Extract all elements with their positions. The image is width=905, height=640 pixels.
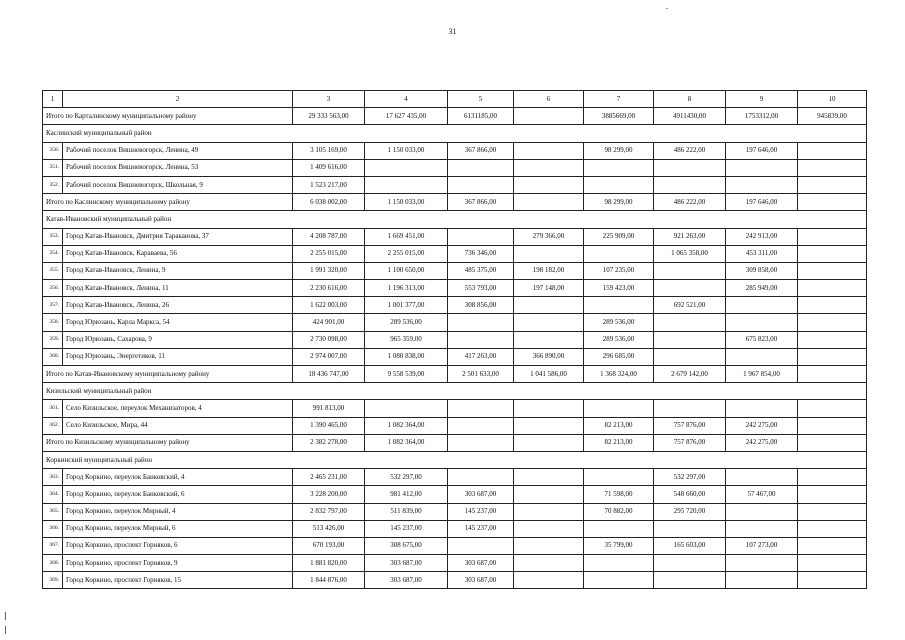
amount-cell bbox=[798, 417, 867, 434]
amount-cell: 279 366,00 bbox=[514, 228, 584, 245]
address-cell: Город Коркино, проспект Горняков, 15 bbox=[63, 572, 293, 589]
row-number: 360. bbox=[43, 348, 63, 365]
table-row bbox=[43, 400, 867, 417]
table-row bbox=[43, 348, 867, 365]
address-cell: Город Катав-Ивановск, Караваева, 56 bbox=[63, 245, 293, 262]
amount-cell: 1 150 033,00 bbox=[365, 142, 448, 159]
amount-cell bbox=[798, 520, 867, 537]
amount-cell: 18 436 747,00 bbox=[293, 366, 365, 383]
amount-cell bbox=[654, 314, 726, 331]
address-cell: Город Катав-Ивановск, Ленина, 11 bbox=[63, 280, 293, 297]
section-row bbox=[43, 211, 867, 228]
amount-cell bbox=[514, 108, 584, 125]
amount-cell: 1 881 820,00 bbox=[293, 555, 365, 572]
table-row bbox=[43, 417, 867, 434]
amount-cell bbox=[514, 245, 584, 262]
amount-cell bbox=[514, 176, 584, 193]
table-row bbox=[43, 176, 867, 193]
amount-cell: 6131185,00 bbox=[448, 108, 514, 125]
section-title: Каслинский муниципальный район bbox=[43, 125, 867, 142]
amount-cell bbox=[726, 400, 798, 417]
amount-cell: 98 299,00 bbox=[584, 194, 654, 211]
amount-cell bbox=[726, 555, 798, 572]
address-cell: Город Катав-Ивановск, Ленина, 26 bbox=[63, 297, 293, 314]
table-row bbox=[43, 572, 867, 589]
row-number: 364. bbox=[43, 486, 63, 503]
amount-cell: 225 909,00 bbox=[584, 228, 654, 245]
amount-cell bbox=[798, 537, 867, 554]
amount-cell: 303 687,00 bbox=[448, 486, 514, 503]
amount-cell: 2 255 015,00 bbox=[293, 245, 365, 262]
amount-cell: 3 228 200,00 bbox=[293, 486, 365, 503]
amount-cell: 82 213,00 bbox=[584, 417, 654, 434]
amount-cell bbox=[726, 520, 798, 537]
amount-cell bbox=[514, 537, 584, 554]
address-cell: Город Коркино, переулок Банковский, 4 bbox=[63, 469, 293, 486]
amount-cell: 159 423,00 bbox=[584, 280, 654, 297]
column-number-header: 6 bbox=[514, 91, 584, 108]
amount-cell: 303 687,00 bbox=[365, 572, 448, 589]
amount-cell: 1 622 003,00 bbox=[293, 297, 365, 314]
row-number: 369. bbox=[43, 572, 63, 589]
row-number: 362. bbox=[43, 417, 63, 434]
amount-cell: 2 255 015,00 bbox=[365, 245, 448, 262]
amount-cell: 1 368 324,00 bbox=[584, 366, 654, 383]
amount-cell: 2 730 098,00 bbox=[293, 331, 365, 348]
amount-cell: 1 409 616,00 bbox=[293, 159, 365, 176]
row-number: 355. bbox=[43, 262, 63, 279]
row-number: 353. bbox=[43, 228, 63, 245]
amount-cell bbox=[798, 245, 867, 262]
section-title: Коркинский муниципальный район bbox=[43, 451, 867, 468]
amount-cell: 532 297,00 bbox=[365, 469, 448, 486]
table-row bbox=[43, 262, 867, 279]
amount-cell: 197 646,00 bbox=[726, 142, 798, 159]
amount-cell: 692 521,00 bbox=[654, 297, 726, 314]
amount-cell: 308 856,00 bbox=[448, 297, 514, 314]
total-row bbox=[43, 366, 867, 383]
amount-cell bbox=[514, 417, 584, 434]
address-cell: Город Коркино, переулок Банковский, 6 bbox=[63, 486, 293, 503]
address-cell: Город Юрюзань, Карла Маркса, 54 bbox=[63, 314, 293, 331]
amount-cell bbox=[584, 176, 654, 193]
column-number-header: 4 bbox=[365, 91, 448, 108]
amount-cell: 71 598,00 bbox=[584, 486, 654, 503]
total-label: Итого по Кизильскому муниципальному району bbox=[43, 434, 293, 451]
amount-cell bbox=[798, 503, 867, 520]
amount-cell bbox=[654, 331, 726, 348]
amount-cell: 2 230 616,00 bbox=[293, 280, 365, 297]
amount-cell bbox=[584, 572, 654, 589]
amount-cell: 453 311,00 bbox=[726, 245, 798, 262]
amount-cell bbox=[514, 486, 584, 503]
amount-cell: 485 375,00 bbox=[448, 262, 514, 279]
financing-table bbox=[42, 90, 867, 589]
amount-cell bbox=[654, 400, 726, 417]
amount-cell: 921 263,00 bbox=[654, 228, 726, 245]
table-row bbox=[43, 555, 867, 572]
amount-cell bbox=[726, 469, 798, 486]
total-row bbox=[43, 434, 867, 451]
amount-cell: 4911430,00 bbox=[654, 108, 726, 125]
amount-cell: 675 823,00 bbox=[726, 331, 798, 348]
row-number: 352. bbox=[43, 176, 63, 193]
amount-cell: 17 627 435,00 bbox=[365, 108, 448, 125]
table-body bbox=[43, 91, 867, 589]
amount-cell bbox=[448, 469, 514, 486]
amount-cell bbox=[726, 297, 798, 314]
amount-cell: 553 793,00 bbox=[448, 280, 514, 297]
amount-cell: 2 974 007,00 bbox=[293, 348, 365, 365]
amount-cell bbox=[798, 228, 867, 245]
amount-cell bbox=[514, 159, 584, 176]
address-cell: Город Коркино, переулок Мирный, 4 bbox=[63, 503, 293, 520]
amount-cell bbox=[798, 176, 867, 193]
amount-cell: 367 866,00 bbox=[448, 194, 514, 211]
amount-cell: 2 382 278,00 bbox=[293, 434, 365, 451]
row-number: 351. bbox=[43, 159, 63, 176]
amount-cell bbox=[798, 331, 867, 348]
amount-cell: 670 193,00 bbox=[293, 537, 365, 554]
table-row bbox=[43, 520, 867, 537]
amount-cell: 981 412,00 bbox=[365, 486, 448, 503]
amount-cell bbox=[584, 159, 654, 176]
amount-cell bbox=[514, 555, 584, 572]
address-cell: Город Юрюзань, Сахарова, 9 bbox=[63, 331, 293, 348]
amount-cell bbox=[798, 297, 867, 314]
amount-cell bbox=[798, 314, 867, 331]
section-row bbox=[43, 451, 867, 468]
amount-cell bbox=[654, 176, 726, 193]
amount-cell bbox=[514, 434, 584, 451]
amount-cell bbox=[584, 245, 654, 262]
amount-cell: 1 082 364,00 bbox=[365, 417, 448, 434]
amount-cell bbox=[798, 469, 867, 486]
address-cell: Город Коркино, проспект Горняков, 6 bbox=[63, 537, 293, 554]
amount-cell bbox=[365, 176, 448, 193]
amount-cell bbox=[798, 572, 867, 589]
amount-cell bbox=[514, 400, 584, 417]
row-number: 359. bbox=[43, 331, 63, 348]
amount-cell: 9 558 539,00 bbox=[365, 366, 448, 383]
row-number: 363. bbox=[43, 469, 63, 486]
table-header-row bbox=[43, 91, 867, 108]
amount-cell: 35 799,00 bbox=[584, 537, 654, 554]
address-cell: Рабочий поселок Вишневогорск, Ленина, 53 bbox=[63, 159, 293, 176]
amount-cell bbox=[726, 348, 798, 365]
amount-cell bbox=[514, 572, 584, 589]
column-number-header: 8 bbox=[654, 91, 726, 108]
section-row bbox=[43, 125, 867, 142]
address-cell: Город Катав-Ивановск, Ленина, 9 bbox=[63, 262, 293, 279]
amount-cell bbox=[654, 159, 726, 176]
amount-cell bbox=[514, 469, 584, 486]
column-number-header: 10 bbox=[798, 91, 867, 108]
row-number: 358. bbox=[43, 314, 63, 331]
scan-speck bbox=[5, 612, 6, 620]
column-number-header: 7 bbox=[584, 91, 654, 108]
amount-cell: 70 882,00 bbox=[584, 503, 654, 520]
amount-cell bbox=[514, 297, 584, 314]
row-number: 367. bbox=[43, 537, 63, 554]
total-row bbox=[43, 194, 867, 211]
amount-cell: 1 082 364,00 bbox=[365, 434, 448, 451]
amount-cell: 367 866,00 bbox=[448, 142, 514, 159]
amount-cell bbox=[448, 434, 514, 451]
amount-cell: 145 237,00 bbox=[448, 503, 514, 520]
amount-cell: 366 890,00 bbox=[514, 348, 584, 365]
amount-cell bbox=[726, 159, 798, 176]
amount-cell: 145 237,00 bbox=[448, 520, 514, 537]
amount-cell bbox=[365, 400, 448, 417]
amount-cell: 6 038 002,00 bbox=[293, 194, 365, 211]
amount-cell: 303 687,00 bbox=[448, 572, 514, 589]
amount-cell bbox=[448, 228, 514, 245]
table-row bbox=[43, 469, 867, 486]
amount-cell bbox=[798, 142, 867, 159]
row-number: 361. bbox=[43, 400, 63, 417]
amount-cell bbox=[798, 280, 867, 297]
row-number: 350. bbox=[43, 142, 63, 159]
amount-cell bbox=[584, 297, 654, 314]
row-number: 365. bbox=[43, 503, 63, 520]
amount-cell bbox=[514, 503, 584, 520]
amount-cell: 242 913,00 bbox=[726, 228, 798, 245]
amount-cell bbox=[514, 314, 584, 331]
table-row bbox=[43, 245, 867, 262]
amount-cell bbox=[798, 400, 867, 417]
amount-cell: 29 333 563,00 bbox=[293, 108, 365, 125]
amount-cell: 289 536,00 bbox=[365, 314, 448, 331]
table-row bbox=[43, 159, 867, 176]
amount-cell: 513 426,00 bbox=[293, 520, 365, 537]
amount-cell: 1 001 377,00 bbox=[365, 297, 448, 314]
amount-cell: 107 235,00 bbox=[584, 262, 654, 279]
row-number: 366. bbox=[43, 520, 63, 537]
amount-cell bbox=[365, 159, 448, 176]
amount-cell: 1753312,00 bbox=[726, 108, 798, 125]
amount-cell: 1 669 451,00 bbox=[365, 228, 448, 245]
amount-cell bbox=[654, 262, 726, 279]
amount-cell: 1 196 313,00 bbox=[365, 280, 448, 297]
amount-cell: 424 901,00 bbox=[293, 314, 365, 331]
amount-cell bbox=[726, 314, 798, 331]
amount-cell bbox=[448, 400, 514, 417]
column-number-header: 9 bbox=[726, 91, 798, 108]
total-row bbox=[43, 108, 867, 125]
address-cell: Город Юрюзань, Энергетиков, 11 bbox=[63, 348, 293, 365]
section-title: Катав-Ивановский муниципальный район bbox=[43, 211, 867, 228]
amount-cell bbox=[798, 348, 867, 365]
address-cell: Город Катав-Ивановск, Дмитрия Тараканова, 37 bbox=[63, 228, 293, 245]
amount-cell: 945839,00 bbox=[798, 108, 867, 125]
amount-cell: 486 222,00 bbox=[654, 142, 726, 159]
amount-cell: 82 213,00 bbox=[584, 434, 654, 451]
amount-cell: 757 876,00 bbox=[654, 417, 726, 434]
amount-cell: 3 105 169,00 bbox=[293, 142, 365, 159]
amount-cell: 1 967 854,00 bbox=[726, 366, 798, 383]
amount-cell: 736 346,00 bbox=[448, 245, 514, 262]
row-number: 354. bbox=[43, 245, 63, 262]
amount-cell bbox=[654, 572, 726, 589]
amount-cell bbox=[514, 194, 584, 211]
address-cell: Село Кизильское, Мира, 44 bbox=[63, 417, 293, 434]
amount-cell bbox=[798, 486, 867, 503]
amount-cell bbox=[726, 572, 798, 589]
amount-cell: 2 679 142,00 bbox=[654, 366, 726, 383]
amount-cell: 1 991 320,00 bbox=[293, 262, 365, 279]
amount-cell: 1 390 465,00 bbox=[293, 417, 365, 434]
section-title: Кизильский муниципальный район bbox=[43, 383, 867, 400]
amount-cell: 2 501 633,00 bbox=[448, 366, 514, 383]
amount-cell: 242 275,00 bbox=[726, 434, 798, 451]
amount-cell bbox=[514, 520, 584, 537]
amount-cell bbox=[654, 520, 726, 537]
amount-cell: 242 275,00 bbox=[726, 417, 798, 434]
row-number: 368. bbox=[43, 555, 63, 572]
amount-cell: 289 536,00 bbox=[584, 314, 654, 331]
amount-cell: 197 646,00 bbox=[726, 194, 798, 211]
amount-cell: 145 237,00 bbox=[365, 520, 448, 537]
amount-cell: 309 858,00 bbox=[726, 262, 798, 279]
amount-cell bbox=[448, 537, 514, 554]
amount-cell: 1 065 358,00 bbox=[654, 245, 726, 262]
amount-cell bbox=[448, 159, 514, 176]
scan-speck bbox=[666, 8, 668, 9]
amount-cell: 1 100 650,00 bbox=[365, 262, 448, 279]
table-row bbox=[43, 280, 867, 297]
table-row bbox=[43, 331, 867, 348]
table-row bbox=[43, 314, 867, 331]
amount-cell: 296 685,00 bbox=[584, 348, 654, 365]
row-number: 356. bbox=[43, 280, 63, 297]
column-number-header: 3 bbox=[293, 91, 365, 108]
amount-cell: 1 844 876,00 bbox=[293, 572, 365, 589]
total-label: Итого по Катав-Ивановскому муниципальному району bbox=[43, 366, 293, 383]
table-row bbox=[43, 142, 867, 159]
amount-cell bbox=[448, 176, 514, 193]
total-label: Итого по Каслинскому муниципальному району bbox=[43, 194, 293, 211]
row-number: 357. bbox=[43, 297, 63, 314]
amount-cell: 4 208 787,00 bbox=[293, 228, 365, 245]
amount-cell: 285 949,00 bbox=[726, 280, 798, 297]
address-cell: Город Коркино, переулок Мирный, 6 bbox=[63, 520, 293, 537]
amount-cell bbox=[798, 555, 867, 572]
column-number-header: 2 bbox=[63, 91, 293, 108]
table-row bbox=[43, 537, 867, 554]
amount-cell: 1 150 033,00 bbox=[365, 194, 448, 211]
amount-cell bbox=[448, 314, 514, 331]
amount-cell bbox=[654, 280, 726, 297]
amount-cell bbox=[448, 331, 514, 348]
table-row bbox=[43, 297, 867, 314]
amount-cell bbox=[798, 159, 867, 176]
amount-cell: 198 182,00 bbox=[514, 262, 584, 279]
table-row bbox=[43, 486, 867, 503]
amount-cell: 417 263,00 bbox=[448, 348, 514, 365]
amount-cell: 1 041 586,00 bbox=[514, 366, 584, 383]
total-label: Итого по Карталинскому муниципальному району bbox=[43, 108, 293, 125]
address-cell: Село Кизильское, переулок Механизаторов, 4 bbox=[63, 400, 293, 417]
amount-cell: 289 536,00 bbox=[584, 331, 654, 348]
amount-cell: 2 465 231,00 bbox=[293, 469, 365, 486]
table-row bbox=[43, 503, 867, 520]
address-cell: Город Коркино, проспект Горняков, 9 bbox=[63, 555, 293, 572]
amount-cell: 757 876,00 bbox=[654, 434, 726, 451]
amount-cell: 303 687,00 bbox=[448, 555, 514, 572]
amount-cell: 511 839,00 bbox=[365, 503, 448, 520]
amount-cell: 295 720,00 bbox=[654, 503, 726, 520]
amount-cell: 57 467,00 bbox=[726, 486, 798, 503]
amount-cell bbox=[448, 417, 514, 434]
amount-cell: 107 273,00 bbox=[726, 537, 798, 554]
amount-cell: 486 222,00 bbox=[654, 194, 726, 211]
amount-cell: 991 813,00 bbox=[293, 400, 365, 417]
page-number: 31 bbox=[448, 27, 457, 36]
amount-cell: 3885669,00 bbox=[584, 108, 654, 125]
amount-cell: 1 523 217,00 bbox=[293, 176, 365, 193]
amount-cell: 965 359,00 bbox=[365, 331, 448, 348]
amount-cell bbox=[584, 555, 654, 572]
amount-cell: 1 080 838,00 bbox=[365, 348, 448, 365]
amount-cell bbox=[654, 348, 726, 365]
amount-cell: 2 832 797,00 bbox=[293, 503, 365, 520]
amount-cell: 548 660,00 bbox=[654, 486, 726, 503]
amount-cell: 308 675,00 bbox=[365, 537, 448, 554]
amount-cell bbox=[798, 194, 867, 211]
amount-cell bbox=[514, 331, 584, 348]
amount-cell bbox=[654, 555, 726, 572]
amount-cell: 532 297,00 bbox=[654, 469, 726, 486]
amount-cell: 165 603,00 bbox=[654, 537, 726, 554]
amount-cell bbox=[584, 469, 654, 486]
column-number-header: 5 bbox=[448, 91, 514, 108]
amount-cell: 303 687,00 bbox=[365, 555, 448, 572]
amount-cell: 197 148,00 bbox=[514, 280, 584, 297]
amount-cell bbox=[584, 520, 654, 537]
amount-cell bbox=[726, 503, 798, 520]
section-row bbox=[43, 383, 867, 400]
amount-cell bbox=[584, 400, 654, 417]
amount-cell bbox=[798, 366, 867, 383]
address-cell: Рабочий поселок Вишневогорск, Школьная, 9 bbox=[63, 176, 293, 193]
amount-cell bbox=[726, 176, 798, 193]
amount-cell: 98 299,00 bbox=[584, 142, 654, 159]
scan-speck bbox=[5, 626, 6, 634]
column-number-header: 1 bbox=[43, 91, 63, 108]
amount-cell bbox=[798, 262, 867, 279]
amount-cell bbox=[798, 434, 867, 451]
amount-cell bbox=[514, 142, 584, 159]
table-row bbox=[43, 228, 867, 245]
address-cell: Рабочий поселок Вишневогорск, Ленина, 49 bbox=[63, 142, 293, 159]
